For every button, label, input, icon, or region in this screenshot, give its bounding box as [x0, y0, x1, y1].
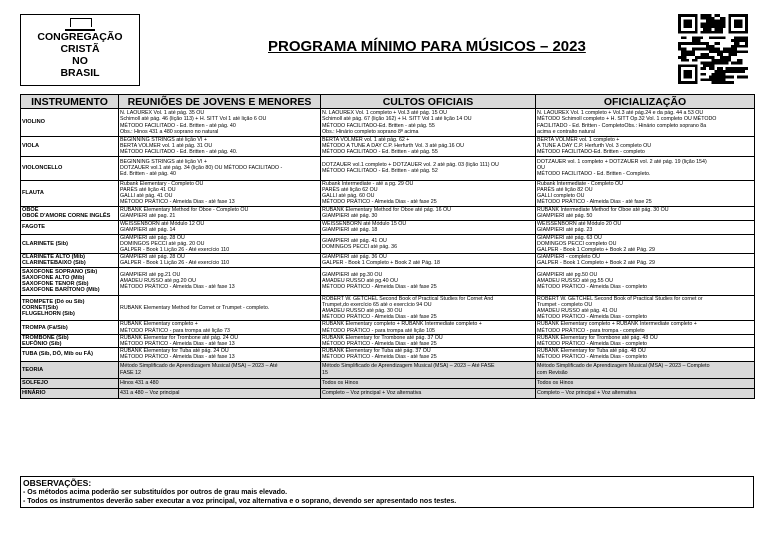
cell-line: MÉTODO FACILITADO-Ed. Britten - até pág. 55: [322, 122, 435, 129]
table-row: [21, 388, 755, 398]
instrument-cell: [21, 137, 119, 157]
cell-line: BEGINNING STRINGS até lição VI +: [120, 137, 207, 143]
cell-line: Completo – Voz principal + Voz alternativa: [322, 390, 422, 397]
requirement-cell: [321, 206, 536, 220]
cell-line: MÉTODO FACILITADO - Ed. Britten - até pág. 55: [322, 149, 438, 156]
instrument-cell: [21, 378, 119, 388]
cell-line: GIAMPIERI até pág. 63 OU: [537, 234, 602, 241]
cell-line: MÉTODO FACILITADO - Ed. Britten - até pág. 40.: [120, 149, 238, 156]
requirement-cell: [536, 137, 755, 157]
cell-line: Schimoll até pág. 67 (lição 162) + H. SITT Vol 1 até lição 14 OU: [322, 116, 472, 123]
requirement-cell: [321, 348, 536, 361]
instrument-cell: [21, 295, 119, 321]
cell-line: RUBANK Elementar for Trombone até pág. 24 OU: [120, 334, 239, 341]
cell-line: MÉTODO PRÁTICO - Almeida Dias - até fase 13: [120, 284, 235, 291]
cell-line: CLARINETEBAIXO (Sib): [22, 260, 86, 267]
cell-line: GALLI até pág. 41 OU: [120, 193, 173, 200]
cell-line: GALPER - Book 1 Completo + Book 2 até Pág. 29: [537, 260, 655, 267]
table-row: [21, 361, 755, 378]
cell-line: Completo – Voz principal + Voz alternativa: [537, 390, 637, 397]
requirement-cell: [321, 361, 536, 378]
cell-line: MÉTODO PRÁTICO - para trompa até lição 105: [322, 327, 435, 334]
requirement-cell: [536, 388, 755, 398]
cell-line: BEGINNING STRINGS até lição VI +: [120, 158, 207, 165]
table-header-row: [21, 95, 755, 109]
cell-line: MÉTODO FACILITADO - Ed. Britten - até pág. 40: [120, 122, 236, 129]
cell-line: A TUNE A DAY C.P. Herfurth Vol. 3 completo OU: [537, 143, 652, 150]
cell-line: MÉTODO FACILITADO-Ed. Britten - completo: [537, 149, 645, 156]
cell-line: GALPER - Book 1 Completo + Book 2 até Pág. 29: [537, 247, 655, 254]
cell-line: MÉTODO FACILITADO - Ed. Britten - até pág. 52: [322, 168, 438, 175]
cell-line: AMADEU RUSSO até pg.20 OU: [120, 278, 196, 285]
cell-line: DOMINGOS PECCI até pág. 20 OU: [120, 240, 205, 247]
cell-line: Trumpet - completo OU: [537, 301, 593, 308]
requirement-cell: [321, 254, 536, 267]
cell-line: Todos os Hinos: [322, 380, 359, 387]
cell-line: SAXOFONE ALTO (Mib): [22, 274, 85, 281]
cell-line: MÉTODO PRÁTICO - Almeida Dias - até fase 25: [537, 199, 652, 206]
cell-line: MÉTODO Schimoll completo + H. SITT Op.32 Vol. 1 completo OU MÉTODO: [537, 116, 717, 123]
cell-line: HINÁRIO: [22, 390, 46, 397]
instrument-cell: [21, 388, 119, 398]
cell-line: Trumpet,do exercício 65 até o exercício 94 OU: [322, 301, 432, 308]
cell-line: GIAMPIERI até pág. 36 OU: [322, 254, 387, 261]
cell-line: Todos os Hinos: [537, 380, 574, 387]
cell-line: RUBANK Elementary Method for Oboe até pág. 16 OU: [322, 206, 451, 213]
requirement-cell: [119, 156, 321, 180]
cell-line: GIAMPIERI até pg.21 OU: [120, 271, 181, 278]
table-row: [21, 334, 755, 347]
instrument-cell: [21, 334, 119, 347]
requirement-cell: [536, 109, 755, 137]
cell-line: PARÈS até lição 82 OU: [537, 186, 593, 193]
cell-line: RUBANK Elementary Method for Cornet or Trumpet - completo.: [120, 304, 270, 311]
requirement-cell: [119, 348, 321, 361]
cell-line: MÉTODO PRÁTICO - Almeida Dias - até fase 25: [322, 284, 437, 291]
cell-line: PARÈS até lição 62 OU: [322, 186, 378, 193]
logo-line: NO: [72, 55, 88, 67]
cell-line: DOMINGOS PECCI até pág. 36: [322, 243, 398, 250]
cell-line: DOTZAUER vol.1 até pág. 34 (lição 80) OU MÉTODO FACILITADO -: [120, 165, 283, 171]
requirement-cell: [119, 267, 321, 295]
instrument-cell: [21, 361, 119, 378]
cell-line: N. LAOUREX Vol. 1 até pág. 35 OU: [120, 110, 205, 117]
table-row: [21, 206, 755, 220]
requirement-cell: [536, 334, 755, 347]
cell-line: VIOLONCELLO: [22, 165, 63, 171]
observation-line: - Os métodos acima poderão ser substituídos por outros de grau mais elevado.: [23, 489, 288, 496]
cell-line: Obs.: Hinos 431 a 480 soprano no natural: [120, 128, 219, 135]
cell-line: GALLI até pág. 60 OU: [322, 193, 375, 200]
cell-line: com Revisão: [537, 369, 568, 376]
cell-line: RUBANK Elementary Method for Oboe - Completo OU: [120, 206, 249, 213]
cell-line: MÉTODO PRÁTICO - Almeida Dias - até fase 13: [120, 341, 235, 348]
church-logo: [20, 14, 140, 86]
cell-line: BERTA VOLMER vol. 1 completo +: [537, 137, 620, 143]
cell-line: GALPER - Book 1 Completo + Book 2 até Pág. 18: [322, 260, 440, 267]
requirement-cell: [321, 388, 536, 398]
requirement-cell: [536, 254, 755, 267]
cell-line: GIAMPIERI até pág. 18: [322, 227, 378, 234]
cell-line: Rubank Intermediate - Completo OU: [537, 180, 623, 187]
cell-line: RUBANK Elementary for Tuba até pág. 48 OU: [537, 348, 646, 355]
cell-line: TROMPA (Fá/Sib): [22, 324, 68, 331]
cell-line: RUBANK Elementary completo + RUBANK Intermediate completo +: [322, 321, 482, 328]
logo-line: CONGREGAÇÃO CRISTÃ: [37, 31, 123, 55]
cell-line: 431 a 480 – Voz principal: [120, 390, 180, 397]
cell-line: RUBANK Elementary for Trombone até pág. 48 OU: [537, 334, 658, 341]
cell-line: OBOE: [22, 206, 39, 213]
requirement-cell: [321, 267, 536, 295]
requirement-cell: [119, 361, 321, 378]
cell-line: FLAUTA: [22, 190, 44, 196]
instrument-cell: [21, 109, 119, 137]
cell-line: RUBANK Elementary completo +: [120, 321, 198, 328]
cell-line: TROMPETE (Dó ou Sib): [22, 298, 85, 305]
cell-line: GALPER - Book 1 Lição 26 - Até exercício 110: [120, 247, 230, 254]
cell-line: MÉTODO PRÁTICO - Almeida Dias - completo: [537, 341, 647, 348]
cell-line: VIOLINO: [22, 119, 45, 126]
table-row: [21, 156, 755, 180]
page-title: PROGRAMA MÍNIMO PARA MÚSICOS – 2023: [268, 38, 586, 55]
column-header: INSTRUMENTO: [21, 95, 119, 109]
cell-line: acima e contralto natural: [537, 128, 596, 135]
requirement-cell: [119, 220, 321, 234]
cell-line: AMADEU RUSSO até pg.55 OU: [537, 278, 613, 285]
requirement-cell: [119, 234, 321, 254]
table-row: [21, 254, 755, 267]
page-header: [20, 14, 750, 84]
cell-line: RUBANK Intermediate Method for Oboe até pág. 30 OU: [537, 206, 669, 213]
table-row: [21, 267, 755, 295]
cell-line: MÉTODO PRÁTICO - Almeida Dias - até fase 25: [322, 199, 437, 206]
qr-code-icon[interactable]: [678, 14, 748, 84]
cell-line: PARÈS até lição 41 OU: [120, 186, 176, 193]
requirement-cell: [119, 254, 321, 267]
cell-line: CLARINETE ALTO (Mib): [22, 254, 85, 261]
cell-line: GIAMPIERI - completo OU: [537, 254, 600, 261]
cell-line: GIAMPIERI até pág. 23: [537, 227, 593, 234]
cell-line: GIAMPIERI até pag. 21: [120, 213, 176, 220]
table-row: [21, 321, 755, 334]
cell-line: Obs.: Hinário completo soprano 8ª acima: [322, 128, 419, 135]
cell-line: FASE 12: [120, 369, 141, 376]
requirement-cell: [119, 334, 321, 347]
cell-line: SAXOFONE BARÍTONO (Mib): [22, 287, 100, 294]
requirement-cell: [536, 206, 755, 220]
requirement-cell: [321, 137, 536, 157]
requirement-cell: [321, 334, 536, 347]
cell-line: MÉTODO PRÁTICO - Almeida Dias - até fase 25: [322, 341, 437, 348]
cell-line: BERTA VOLMER vol. 1 até pág. 31 OU: [120, 143, 213, 150]
cell-line: GIAMPIERI até pág. 50: [537, 213, 593, 220]
cell-line: SAXOFONE SOPRANO (Sib): [22, 268, 98, 275]
instrument-cell: [21, 180, 119, 206]
cell-line: OBOÉ D'AMORE CORNE INGLÊS: [22, 213, 111, 220]
requirement-cell: [321, 295, 536, 321]
requirement-cell: [119, 109, 321, 137]
cell-line: MÉTODO PRÁTICO - Almeida Dias - completo: [537, 314, 647, 321]
cell-line: AMADEU RUSSO até pág. 41 OU: [537, 308, 618, 315]
cell-line: BERTA VOLMER vol. 1 até pág. 62 +: [322, 137, 410, 143]
cell-line: DOTZAUER vol.1 completo + DOTZAUER vol. 2 até pág. 03 (lição 111) OU: [322, 161, 499, 168]
cell-line: MÉTODO PRÁTICO - Almeida Dias - até fase 13: [120, 354, 235, 361]
program-table: [20, 94, 755, 399]
requirement-cell: [119, 206, 321, 220]
cell-line: GIAMPIERI até pág. 41 OU: [322, 237, 387, 244]
instrument-cell: [21, 267, 119, 295]
cell-line: MÉTODO PRÁTICO - Almeida Dias - até fase 13: [120, 199, 235, 206]
requirement-cell: [536, 321, 755, 334]
requirement-cell: [119, 378, 321, 388]
table-row: [21, 180, 755, 206]
table-row: [21, 295, 755, 321]
requirement-cell: [321, 220, 536, 234]
cell-line: Ed. Britten - até pág. 40: [120, 171, 176, 178]
instrument-cell: [21, 156, 119, 180]
cell-line: Schimoll até pág. 46 (lição 113) + H. SITT Vol 1 até lição 6 OU: [120, 116, 267, 123]
requirement-cell: [119, 295, 321, 321]
logo-line: BRASIL: [60, 67, 100, 79]
cell-line: Método Simplificado de Aprendizagem Musical (MSA) – 2023 – Até FASE: [322, 363, 495, 370]
requirement-cell: [321, 156, 536, 180]
requirement-cell: [536, 180, 755, 206]
requirement-cell: [536, 267, 755, 295]
cell-line: GIAMPIERI até pg.50 OU: [537, 271, 598, 278]
requirement-cell: [536, 220, 755, 234]
cell-line: MÉTODO FACILITADO - Ed. Britten - Completo.: [537, 171, 651, 178]
requirement-cell: [119, 388, 321, 398]
observation-line: - Todos os instrumentos deverão saber executar a voz principal, voz alternativa e o soprano, devendo ser apresentado nos testes.: [23, 498, 457, 505]
instrument-cell: [21, 220, 119, 234]
cell-line: MÉTODO PRÁTICO - Almeida Dias - até fase 25: [322, 354, 437, 361]
requirement-cell: [536, 348, 755, 361]
cell-line: FLUGELHORN (Sib): [22, 311, 75, 318]
cell-line: TUBA (Sib, DÓ, Mib ou FÁ): [22, 351, 93, 358]
instrument-cell: [21, 254, 119, 267]
requirement-cell: [119, 137, 321, 157]
cell-line: Hinos 431 a 480: [120, 380, 159, 387]
cell-line: GALLI completo OU: [537, 193, 585, 200]
instrument-cell: [21, 206, 119, 220]
table-row: [21, 378, 755, 388]
cell-line: SAXOFONE TENOR (Sib): [22, 281, 89, 288]
requirement-cell: [321, 109, 536, 137]
cell-line: TEORIA: [22, 366, 44, 373]
column-header: OFICIALIZAÇÃO: [536, 95, 755, 109]
table-row: [21, 137, 755, 157]
cell-line: 15: [322, 369, 328, 376]
requirement-cell: [321, 180, 536, 206]
logo-emblem-icon: [65, 17, 95, 31]
cell-line: TROMBONE (Sib): [22, 334, 69, 341]
cell-line: WEISSENBORN até Módulo 12 OU: [120, 220, 205, 227]
cell-line: GIAMPIERI até pág. 14: [120, 227, 176, 234]
cell-line: MÉTODO PRÁTICO - Almeida Dias - completo: [537, 354, 647, 361]
cell-line: RUBANK Elementary for Trombone até pág. 37 OU: [322, 334, 443, 341]
observations-title: OBSERVAÇÕES:: [23, 478, 92, 488]
cell-line: OU: [537, 165, 545, 171]
cell-line: Método Simplificado de Aprendizagem Musical (MSA) – 2023 – Até: [120, 363, 278, 370]
requirement-cell: [536, 234, 755, 254]
requirement-cell: [119, 180, 321, 206]
cell-line: RUBANK Elementary completo + RUBANK Intermediate completo +: [537, 321, 697, 328]
requirement-cell: [536, 156, 755, 180]
cell-line: Rubank Intermediate - até a pg. 29 OU: [322, 180, 414, 187]
cell-line: ROBERT W. GETCHEL Second Book of Practical Studies for Cornet And: [322, 295, 494, 302]
cell-line: WEISSENBORN até Módulo 20 OU: [537, 220, 622, 227]
requirement-cell: [536, 361, 755, 378]
cell-line: MÉTODO A TUNE A DAY C.P. Herfurth Vol. 3 até pág.16 OU: [322, 143, 465, 150]
cell-line: FAGOTE: [22, 224, 45, 230]
instrument-cell: [21, 234, 119, 254]
requirement-cell: [536, 378, 755, 388]
table-row: [21, 109, 755, 137]
column-header: REUNIÕES DE JOVENS E MENORES: [119, 95, 321, 109]
cell-line: AMADEU RUSSO até pág. 30 OU: [322, 308, 403, 315]
cell-line: SOLFEJO: [22, 380, 49, 387]
cell-line: RUBANK Elementary for Tuba até pág. 24 OU: [120, 348, 229, 355]
cell-line: WEISSENBORN até Módulo 15 OU: [322, 220, 407, 227]
column-header: CULTOS OFICIAIS: [321, 95, 536, 109]
cell-line: CORNET(Sib): [22, 304, 59, 311]
cell-line: GIAMPIERI até pág. 30: [322, 213, 378, 220]
cell-line: FACILITADO - Ed. Britten - CompletoObs.: Hinário completo soprano 8a: [537, 122, 707, 129]
cell-line: GALPER - Book 1 Lição 26 - Até exercício 110: [120, 260, 230, 267]
cell-line: N. LAOUREX Vol. 1 completo + Vol.3 até pág.24 e da pág. 44 a 53 OU: [537, 110, 704, 117]
requirement-cell: [321, 234, 536, 254]
cell-line: N. LAOUREX Vol. 1 completo + Vol.3 até pág. 15 OU: [322, 110, 447, 117]
requirement-cell: [119, 321, 321, 334]
cell-line: MÉTODO PRÁTICO - para trompa até lição 73: [120, 327, 230, 334]
cell-line: MÉTODO PRÁTICO - Almeida Dias - até fase 25: [322, 314, 437, 321]
cell-line: Método Simplificado de Aprendizagem Musical (MSA) – 2023 – Completo: [537, 363, 710, 370]
table-row: [21, 220, 755, 234]
cell-line: DOMINGOS PECCI completo OU: [537, 240, 617, 247]
cell-line: CLARINETE (Sib): [22, 240, 68, 247]
observations-box: [20, 476, 754, 508]
requirement-cell: [321, 321, 536, 334]
cell-line: EUFÔNIO (Sib): [22, 341, 62, 348]
table-row: [21, 234, 755, 254]
requirement-cell: [536, 295, 755, 321]
requirement-cell: [321, 378, 536, 388]
cell-line: Rubank Elementary - Completo OU: [120, 180, 204, 187]
instrument-cell: [21, 321, 119, 334]
cell-line: GIAMPIERI até pg.30 OU: [322, 271, 383, 278]
cell-line: RUBANK Elementary for Tuba até pág. 37 OU: [322, 348, 431, 355]
cell-line: MÉTODO PRÁTICO - para trompa - completo: [537, 327, 645, 334]
cell-line: GIAMPIERI até pág. 28 OU: [120, 254, 185, 261]
cell-line: VIOLA: [22, 143, 40, 150]
instrument-cell: [21, 348, 119, 361]
cell-line: AMADEU RUSSO até pg.40 OU: [322, 278, 398, 285]
table-row: [21, 348, 755, 361]
cell-line: GIAMPIERI até pág. 28 OU: [120, 234, 185, 241]
cell-line: MÉTODO PRÁTICO - Almeida Dias - completo: [537, 284, 647, 291]
cell-line: DOTZAUER vol. 1 completo + DOTZAUER vol. 2 até pág. 19 (lição 154): [537, 158, 707, 165]
cell-line: ROBERT W. GETCHEL Second Book of Practical Studies for cornet or: [537, 295, 703, 302]
